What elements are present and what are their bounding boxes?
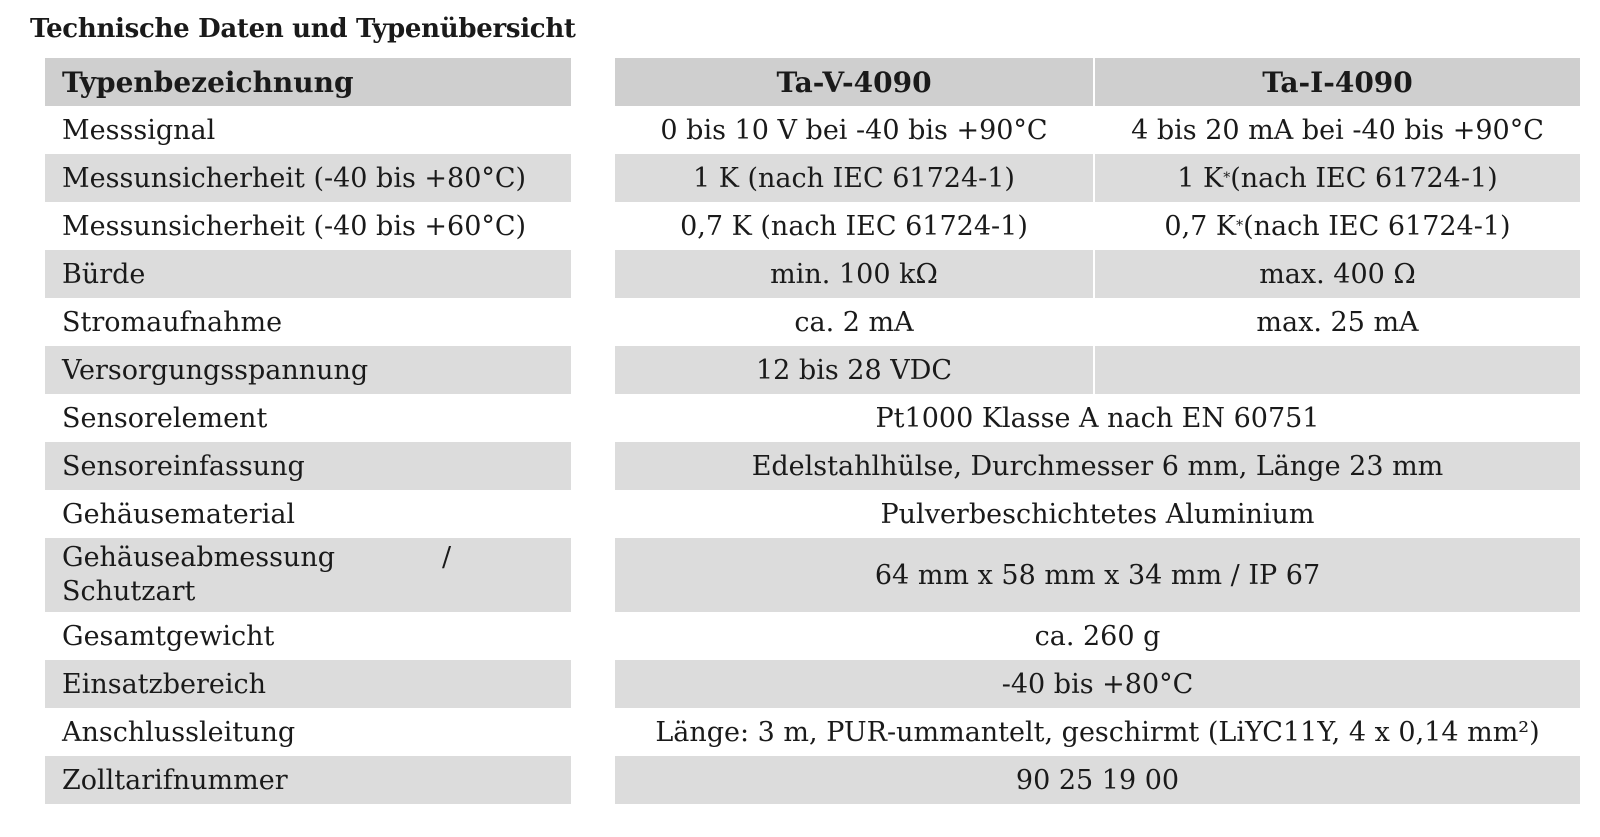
row-label: Zolltarifnummer	[45, 756, 571, 804]
row-label-line: Gehäuseabmessung /	[62, 542, 452, 573]
table-row	[45, 298, 1580, 346]
table-header-row	[45, 58, 1580, 106]
table-row	[45, 612, 1580, 660]
table-row	[45, 106, 1580, 154]
row-value-shared: ca. 260 g	[1034, 620, 1161, 652]
row-value-ta-i: 4 bis 20 mA bei -40 bis +90°C	[1131, 114, 1544, 146]
row-value-ta-i	[1095, 346, 1580, 394]
row-label	[45, 538, 571, 612]
footnote-mark: *	[1236, 218, 1244, 234]
table-row	[45, 394, 1580, 442]
row-label: Sensoreinfassung	[45, 442, 571, 490]
value-text: (nach IEC 61724-1)	[1230, 162, 1498, 194]
header-label: Typenbezeichnung	[45, 58, 571, 106]
row-value-shared: 64 mm x 58 mm x 34 mm / IP 67	[615, 538, 1580, 612]
row-value-ta-v: 0,7 K (nach IEC 61724-1)	[615, 202, 1095, 250]
table-row	[45, 660, 1580, 708]
row-value-ta-i	[1095, 154, 1580, 202]
row-label: Messsignal	[62, 114, 216, 146]
row-value-shared: Pulverbeschichtetes Aluminium	[880, 498, 1315, 530]
row-value-ta-v: min. 100 kΩ	[615, 250, 1095, 298]
table-row	[45, 538, 1580, 612]
row-label: Stromaufnahme	[62, 306, 283, 338]
label-slash: /	[442, 542, 452, 573]
column-gap	[571, 58, 615, 106]
table-row	[45, 202, 1580, 250]
table-row	[45, 442, 1580, 490]
row-value-shared: Länge: 3 m, PUR-ummantelt, geschirmt (LiYC11Y, 4 x 0,14 mm²)	[655, 716, 1540, 748]
row-label-line: Schutzart	[62, 576, 196, 607]
row-value-ta-v: ca. 2 mA	[615, 298, 1095, 346]
row-value-ta-v: 0 bis 10 V bei -40 bis +90°C	[615, 106, 1095, 154]
table-row	[45, 250, 1580, 298]
footnote-mark: *	[1223, 170, 1231, 186]
row-value-ta-i: max. 400 Ω	[1095, 250, 1580, 298]
row-label: Bürde	[45, 250, 571, 298]
row-label: Sensorelement	[62, 402, 268, 434]
row-value-shared: -40 bis +80°C	[615, 660, 1580, 708]
table-row	[45, 346, 1580, 394]
row-value-shared: Pt1000 Klasse A nach EN 60751	[875, 402, 1320, 434]
table-row	[45, 154, 1580, 202]
row-value-ta-v: 12 bis 28 VDC	[615, 346, 1095, 394]
spec-table	[45, 58, 1580, 804]
row-value-ta-v: 1 K (nach IEC 61724-1)	[615, 154, 1095, 202]
row-label: Gehäusematerial	[62, 498, 296, 530]
row-label: Anschlussleitung	[62, 716, 296, 748]
row-value-shared: 90 25 19 00	[615, 756, 1580, 804]
row-label: Versorgungsspannung	[45, 346, 571, 394]
table-row	[45, 490, 1580, 538]
row-value-ta-i: max. 25 mA	[1256, 306, 1419, 338]
value-text: 1 K	[1177, 162, 1224, 194]
row-value-ta-i	[1095, 202, 1580, 250]
value-text: (nach IEC 61724-1)	[1243, 210, 1511, 242]
row-label: Messunsicherheit (-40 bis +80°C)	[45, 154, 571, 202]
row-label: Einsatzbereich	[45, 660, 571, 708]
page-title: Technische Daten und Typenübersicht	[30, 14, 576, 44]
value-text: 0,7 K	[1164, 210, 1237, 242]
header-col-ta-v: Ta-V-4090	[615, 58, 1095, 106]
table-row	[45, 708, 1580, 756]
row-label: Gesamtgewicht	[62, 620, 275, 652]
row-label: Messunsicherheit (-40 bis +60°C)	[62, 210, 527, 242]
row-value-shared: Edelstahlhülse, Durchmesser 6 mm, Länge 23 mm	[615, 442, 1580, 490]
table-row	[45, 756, 1580, 804]
header-col-ta-i: Ta-I-4090	[1095, 58, 1580, 106]
